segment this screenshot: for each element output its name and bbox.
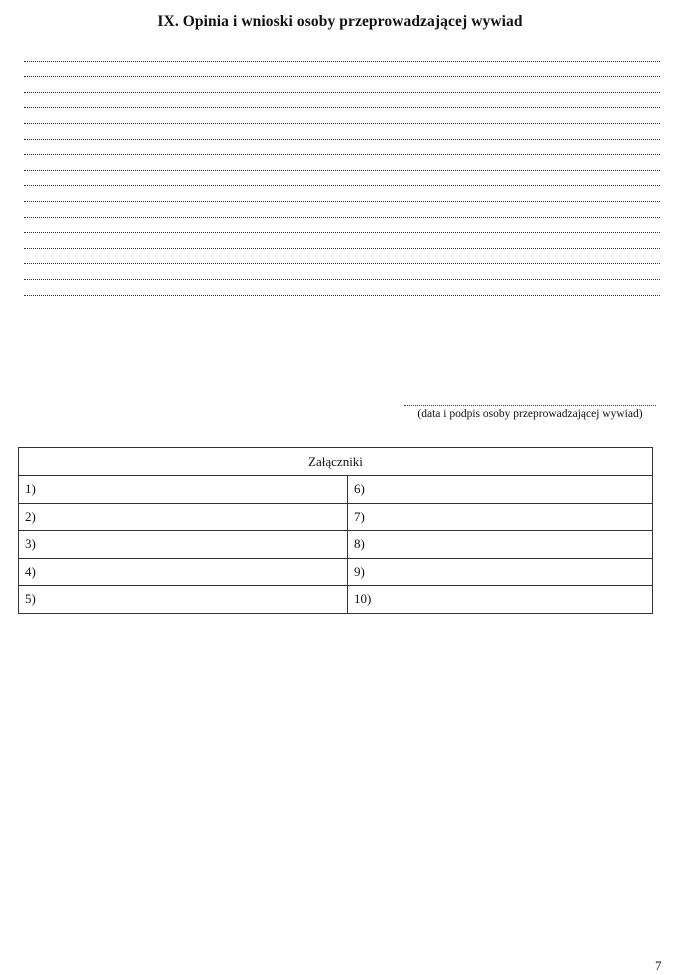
dotted-line bbox=[24, 171, 660, 187]
opinion-writing-area bbox=[24, 46, 660, 296]
table-row bbox=[19, 558, 653, 586]
dotted-line bbox=[24, 264, 660, 280]
attachments-header: Załączniki bbox=[19, 448, 653, 476]
attachment-cell: 7) bbox=[348, 503, 653, 531]
dotted-line bbox=[24, 202, 660, 218]
dotted-line bbox=[24, 218, 660, 234]
dotted-line bbox=[24, 46, 660, 62]
attachment-cell: 10) bbox=[348, 586, 653, 614]
dotted-line bbox=[24, 93, 660, 109]
dotted-line bbox=[24, 186, 660, 202]
dotted-line bbox=[24, 140, 660, 156]
attachment-cell: 2) bbox=[19, 503, 348, 531]
signature-line bbox=[404, 400, 656, 406]
dotted-line bbox=[24, 249, 660, 265]
attachment-cell: 9) bbox=[348, 558, 653, 586]
attachment-cell: 5) bbox=[19, 586, 348, 614]
attachment-cell: 4) bbox=[19, 558, 348, 586]
table-header-row bbox=[19, 448, 653, 476]
signature-caption: (data i podpis osoby przeprowadzającej wywiad) bbox=[417, 408, 643, 420]
table-row bbox=[19, 586, 653, 614]
dotted-line bbox=[24, 108, 660, 124]
dotted-line bbox=[24, 124, 660, 140]
dotted-line bbox=[24, 280, 660, 296]
dotted-line bbox=[24, 233, 660, 249]
attachment-cell: 8) bbox=[348, 531, 653, 559]
table-row bbox=[19, 476, 653, 504]
table-row bbox=[19, 531, 653, 559]
table-row bbox=[19, 503, 653, 531]
dotted-line bbox=[24, 155, 660, 171]
page-number: 7 bbox=[655, 958, 662, 973]
dotted-line bbox=[24, 62, 660, 78]
attachments-table bbox=[18, 447, 653, 614]
dotted-line bbox=[24, 77, 660, 93]
attachment-cell: 6) bbox=[348, 476, 653, 504]
attachment-cell: 3) bbox=[19, 531, 348, 559]
signature-block bbox=[404, 400, 656, 420]
section-heading: IX. Opinia i wnioski osoby przeprowadzającej wywiad bbox=[157, 13, 523, 30]
attachment-cell: 1) bbox=[19, 476, 348, 504]
